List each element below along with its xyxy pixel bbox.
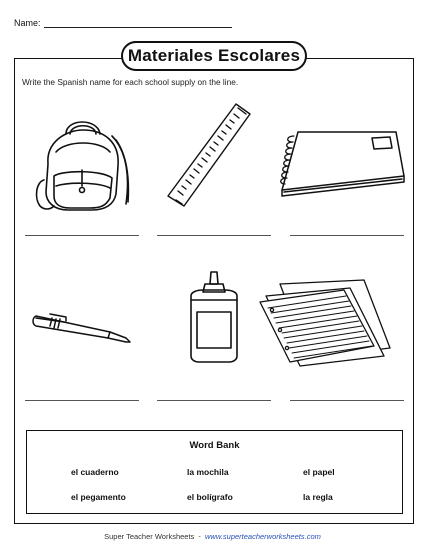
word-bank-title: Word Bank xyxy=(189,440,240,451)
word-bank-word: la regla xyxy=(303,492,333,502)
footer-publisher: Super Teacher Worksheets xyxy=(104,532,195,541)
instructions: Write the Spanish name for each school supply on the line. xyxy=(22,77,239,87)
worksheet-title xyxy=(121,41,307,71)
spiral-notebook-icon xyxy=(272,124,408,200)
word-bank-word: el pegamento xyxy=(71,492,126,502)
answer-line-2[interactable] xyxy=(157,235,271,236)
answer-line-6[interactable] xyxy=(290,400,404,401)
answer-line-1[interactable] xyxy=(25,235,139,236)
backpack-icon xyxy=(26,106,138,218)
name-row xyxy=(14,18,232,28)
answer-line-4[interactable] xyxy=(25,400,139,401)
word-bank-word: el cuaderno xyxy=(71,467,119,477)
footer xyxy=(0,532,425,541)
name-line[interactable] xyxy=(44,19,232,28)
footer-separator: - xyxy=(198,532,201,541)
word-bank xyxy=(26,430,403,514)
answer-line-5[interactable] xyxy=(157,400,271,401)
pen-icon xyxy=(30,308,134,348)
footer-link[interactable]: www.superteacherworksheets.com xyxy=(204,532,321,541)
worksheet-title-text: Materiales Escolares xyxy=(127,46,301,65)
answer-line-3[interactable] xyxy=(290,235,404,236)
name-label: Name: xyxy=(14,18,41,28)
word-bank-word: el papel xyxy=(303,467,335,477)
ruler-icon xyxy=(160,100,260,210)
paper-stack-icon xyxy=(256,274,402,370)
glue-bottle-icon xyxy=(183,268,245,364)
word-bank-word: la mochila xyxy=(187,467,229,477)
word-bank-word: el bolígrafo xyxy=(187,492,233,502)
